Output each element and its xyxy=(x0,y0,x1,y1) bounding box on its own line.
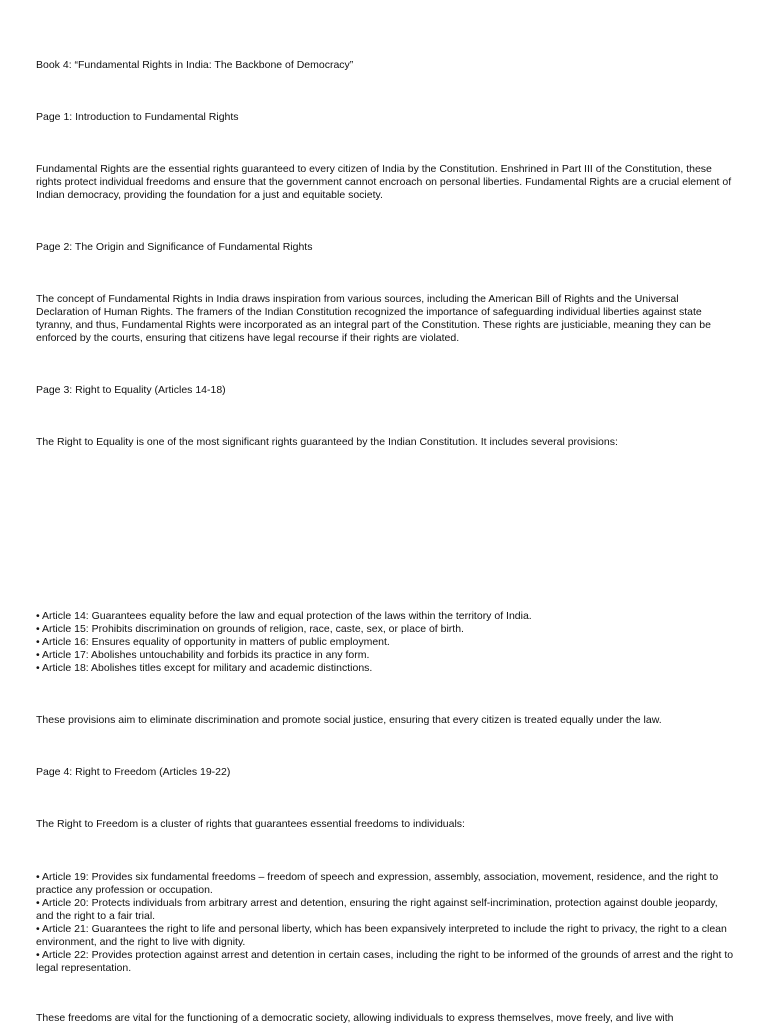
page-2-paragraph: The concept of Fundamental Rights in India draws inspiration from various sources, including the American Bill of Rights and the Universal Declaration of Human Rights. The framers of the Indian Constitution recognized the importance of safeguarding individual liberties against state tyranny, and thus, Fundamental Rights were incorporated as an integral part of the Constitution. These rights are justiciable, meaning they can be enforced by the courts, ensuring that citizens have legal recourse if their rights are violated. xyxy=(36,293,711,344)
list-item: • Article 18: Abolishes titles except for military and academic distinctions. xyxy=(36,662,734,675)
page-3-article-list xyxy=(36,610,734,675)
page-3-intro: The Right to Equality is one of the most significant rights guaranteed by the Indian Constitution. It includes several provisions: xyxy=(36,436,618,448)
list-item: • Article 14: Guarantees equality before the law and equal protection of the laws within the territory of India. xyxy=(36,610,734,623)
page-2-heading: Page 2: The Origin and Significance of Fundamental Rights xyxy=(36,241,313,253)
page-3-heading: Page 3: Right to Equality (Articles 14-18) xyxy=(36,384,226,396)
page-4-article-list xyxy=(36,871,734,975)
list-item: • Article 22: Provides protection against arrest and detention in certain cases, including the right to be informed of the grounds of arrest and the right to legal representation. xyxy=(36,949,734,975)
list-item: • Article 19: Provides six fundamental freedoms – freedom of speech and expression, assembly, association, movement, residence, and the right to practice any profession or occupation. xyxy=(36,871,734,897)
page-4-conclusion: These freedoms are vital for the functioning of a democratic society, allowing individuals to express themselves, move freely, and live with xyxy=(36,1012,674,1024)
page-1-paragraph: Fundamental Rights are the essential rights guaranteed to every citizen of India by the Constitution. Enshrined in Part III of the Constitution, these rights protect individual freedoms and ensure that the government cannot encroach on personal liberties. Fundamental Rights are a crucial element of Indian democracy, providing the foundation for a just and equitable society. xyxy=(36,163,732,201)
list-item: • Article 21: Guarantees the right to life and personal liberty, which has been expansively interpreted to include the right to privacy, the right to a clean environment, and the right to live with dignity. xyxy=(36,923,734,949)
page-1-heading: Page 1: Introduction to Fundamental Rights xyxy=(36,111,239,123)
list-item: • Article 16: Ensures equality of opportunity in matters of public employment. xyxy=(36,636,734,649)
book-title: Book 4: “Fundamental Rights in India: The Backbone of Democracy” xyxy=(36,59,354,71)
page-4-heading: Page 4: Right to Freedom (Articles 19-22) xyxy=(36,766,231,778)
list-item: • Article 20: Protects individuals from arbitrary arrest and detention, ensuring the right against self-incrimination, protection against double jeopardy, and the right to a fair trial. xyxy=(36,897,734,923)
page-3-conclusion: These provisions aim to eliminate discrimination and promote social justice, ensuring that every citizen is treated equally under the law. xyxy=(36,714,662,726)
list-item: • Article 17: Abolishes untouchability and forbids its practice in any form. xyxy=(36,649,734,662)
list-item: • Article 15: Prohibits discrimination on grounds of religion, race, caste, sex, or place of birth. xyxy=(36,623,734,636)
page-4-intro: The Right to Freedom is a cluster of rights that guarantees essential freedoms to individuals: xyxy=(36,818,465,830)
